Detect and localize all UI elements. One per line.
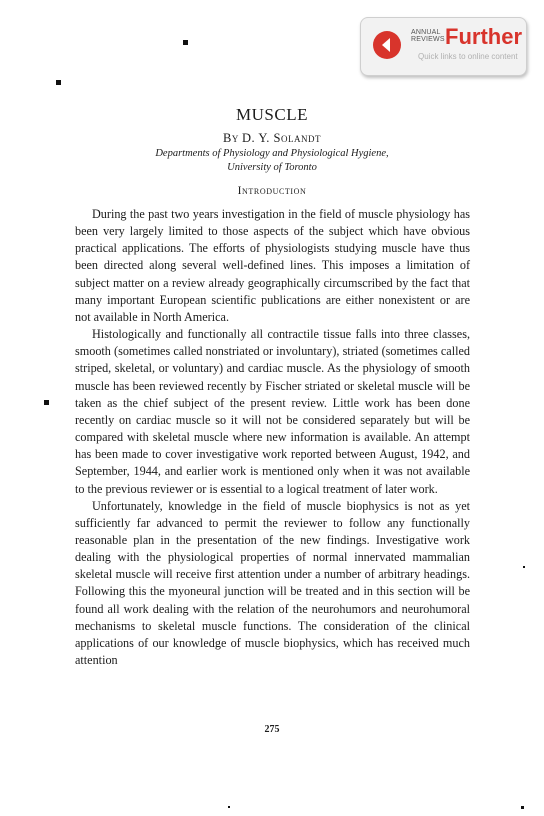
scan-speck (56, 80, 61, 85)
further-headline: Further (445, 24, 522, 49)
body-paragraph: Unfortunately, knowledge in the field of muscle biophysics is not as yet sufficiently far advanced to permit the reviewer to follow any functionally reasonable plan in the presentation of the new findings. Investigative work dealing with the physiological properties of normal innervated mammalian skeletal muscle will receive first attention under a number of arbitrary headings. Following this the myoneural junction will be treated and in this section will be found all work dealing with the relation of the neurohumors and neurohumoral mechanisms to skeletal muscle functions. The consideration of the clinical applications of our knowledge of muscle biophysics, which has received much attention (75, 498, 470, 668)
article-title: MUSCLE (236, 105, 308, 124)
scan-speck (228, 806, 230, 808)
scan-speck (523, 566, 525, 568)
scan-speck (183, 40, 188, 45)
affiliation-line: University of Toronto (227, 162, 317, 173)
author-prefix: By (223, 131, 239, 145)
article-body (75, 206, 470, 669)
further-links-banner[interactable] (360, 17, 527, 76)
body-paragraph: Histologically and functionally all contractile tissue falls into three classes, smooth (sometimes called nonstriated or involuntary), striated (sometimes called striped, skeletal, or voluntary) and cardiac muscle. As the physiology of smooth muscle has been reviewed recently by Fischer striated or skeletal muscle will be taken as the chief subject of the present review. Little work has been done recently on cardiac muscle so it will not be considered separately but will be compared with skeletal muscle where new information is available. An attempt has been made to cover investigative work reported between August, 1942, and September, 1944, and earlier work is mentioned only when it was not available to the previous reviewer or is essential to a logical treatment of later work. (75, 327, 470, 496)
affiliation-line: Departments of Physiology and Physiological Hygiene, (155, 148, 389, 159)
body-paragraph: During the past two years investigation in the field of muscle physiology has been very largely limited to those aspects of the subject which have obvious practical applications. The efforts of physiologists studying muscle have thus been directed along several well-defined lines. This imposes a limitation of subject matter on a review already geographically circumscribed by the fact that many important European scientific publications are either nonexistent or are not available in North America. (75, 207, 470, 324)
scan-speck (44, 400, 49, 405)
section-heading: Introduction (237, 185, 307, 197)
annual-reviews-brand: ANNUAL REVIEWS (411, 29, 445, 43)
author-name: D. Y. Solandt (242, 131, 321, 145)
page-number: 275 (264, 724, 280, 735)
further-subtitle: Quick links to online content (418, 52, 518, 61)
arrow-circle-icon (373, 31, 401, 59)
author-affiliation (0, 147, 544, 175)
author-line (0, 130, 544, 146)
scan-speck (521, 806, 524, 809)
